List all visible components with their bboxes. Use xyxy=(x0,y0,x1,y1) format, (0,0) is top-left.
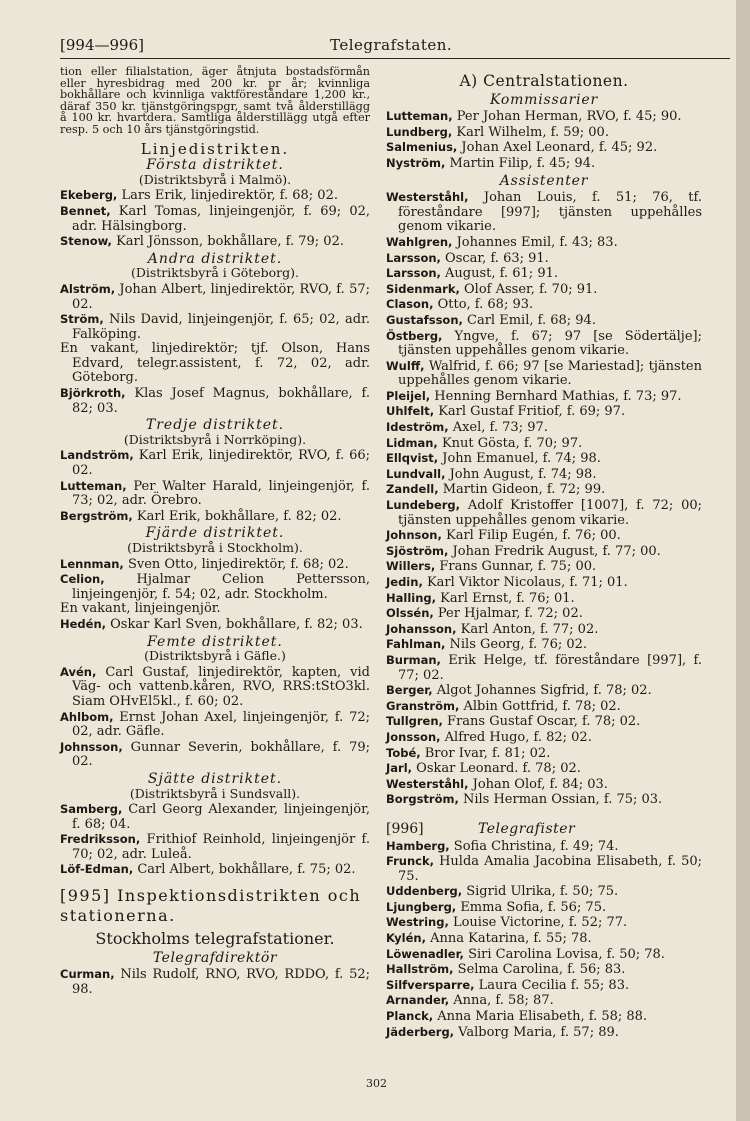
person-name: Alström, xyxy=(60,281,116,296)
person-details: Frans Gunnar, f. 75; 00. xyxy=(435,559,597,575)
person-name: Borgström, xyxy=(386,792,459,807)
person-details: Klas Josef Magnus, bokhållare, f. 82; 03. xyxy=(72,386,370,416)
telegrafister-list xyxy=(386,839,702,1041)
person-entry xyxy=(386,528,702,544)
district-title: Fjärde distriktet. xyxy=(145,525,285,542)
person-name: Jarl, xyxy=(386,761,413,776)
person-entry xyxy=(60,557,370,573)
person-entry xyxy=(386,420,702,436)
person-entry xyxy=(386,266,702,282)
person-entry xyxy=(60,188,370,204)
person-entry xyxy=(386,559,702,575)
inspektionsdistrikten-heading: [995] Inspektionsdistrikten och stationerna. xyxy=(60,886,362,926)
person-entry xyxy=(386,156,702,172)
person-details: Emma Sofia, f. 56; 75. xyxy=(456,899,607,915)
district-2-list xyxy=(60,282,370,416)
person-name: Ellqvist, xyxy=(386,451,439,466)
person-entry xyxy=(386,606,702,622)
person-name: Löwenadler, xyxy=(386,946,464,961)
person-details: Nils Rudolf, RNO, RVO, RDDO, f. 52; 98. xyxy=(72,967,370,997)
person-details: Per Hjalmar, f. 72; 02. xyxy=(433,606,583,622)
person-name: Westerståhl, xyxy=(386,776,469,791)
person-details: Algot Johannes Sigfrid, f. 78; 02. xyxy=(432,683,652,699)
person-details: Karl Erik, linjedirektör, RVO, f. 66; 02. xyxy=(72,448,370,479)
person-name: Planck, xyxy=(386,1009,434,1024)
person-details: Nils David, linjeingenjör, f. 65; 02, adr. Falköping. xyxy=(72,312,370,342)
person-details: Carl Albert, bokhållare, f. 75; 02. xyxy=(133,862,356,878)
intro-paragraph: tion eller filialstation, äger åtnjuta bostadsförmån eller hyresbidrag med 200 kr. pr år; kvinnliga bokhållare och kvinnliga vaktföreståndare 1,200 kr., däraf 350 kr. tjänstgöringspgr, samt två ålderstillägg å 100 kr. hvartdera. Samtliga ålderstillägg utgå efter resp. 5 och 10 års tjänstgöringstid. xyxy=(60,65,370,136)
person-details: Selma Carolina, f. 56; 83. xyxy=(453,962,626,978)
person-entry xyxy=(386,109,702,125)
person-name: Curman, xyxy=(60,967,115,982)
person-name: Larsson, xyxy=(386,250,441,265)
person-details: Karl Viktor Nicolaus, f. 71; 01. xyxy=(422,575,628,590)
person-details: Nils Georg, f. 76; 02. xyxy=(445,637,588,653)
person-name: Ahlbom, xyxy=(60,709,114,724)
person-details: Laura Cecilia f. 55; 83. xyxy=(474,977,630,993)
person-entry xyxy=(60,602,370,617)
district-4-list xyxy=(60,557,370,633)
person-entry xyxy=(386,915,702,931)
person-name: Johansson, xyxy=(386,621,457,636)
person-name: Olssén, xyxy=(386,606,434,621)
person-name: Ström, xyxy=(60,312,104,327)
person-entry xyxy=(386,699,702,715)
person-entry xyxy=(386,498,702,528)
person-details: Oskar Karl Sven, bokhållare, f. 82; 03. xyxy=(106,616,363,632)
person-entry xyxy=(60,832,370,862)
person-details: Nils Herman Ossian, f. 75; 03. xyxy=(458,792,663,808)
person-details: Johan Axel Leonard, f. 45; 92. xyxy=(457,140,658,156)
person-name: Östberg, xyxy=(386,328,443,343)
person-name: Hallström, xyxy=(386,962,454,977)
person-details: Otto, f. 68; 93. xyxy=(433,297,534,313)
person-name: Johnson, xyxy=(386,528,442,543)
person-entry xyxy=(386,714,702,730)
person-entry xyxy=(386,900,702,916)
person-details: Karl Anton, f. 77; 02. xyxy=(456,621,599,637)
person-name: Granström, xyxy=(386,698,460,713)
person-entry xyxy=(60,862,370,878)
person-details: En vakant, linjeingenjör. xyxy=(60,601,221,617)
person-entry xyxy=(60,802,370,832)
person-name: Lutteman, xyxy=(60,478,127,493)
person-name: Willers, xyxy=(386,559,436,574)
person-entry xyxy=(386,931,702,947)
district-3-list xyxy=(60,448,370,524)
running-title: Telegrafstaten. xyxy=(330,36,453,54)
person-entry xyxy=(386,404,702,420)
district-title: Andra distriktet. xyxy=(147,250,283,267)
person-entry xyxy=(60,479,370,509)
person-entry xyxy=(386,1009,702,1025)
person-entry xyxy=(386,544,702,560)
person-details: Anna, f. 58; 87. xyxy=(449,993,554,1009)
page-edge xyxy=(736,0,750,1121)
person-details: Carl Emil, f. 68; 94. xyxy=(462,312,596,328)
person-entry xyxy=(386,251,702,267)
person-details: Hjalmar Celion Pettersson, linjeingenjör, f. 54; 02, adr. Stockholm. xyxy=(72,572,370,602)
person-name: Wulff, xyxy=(386,358,425,373)
person-entry xyxy=(60,740,370,770)
person-entry xyxy=(386,839,702,855)
person-entry xyxy=(386,653,702,683)
page-header xyxy=(60,30,730,56)
direktor-heading: Telegrafdirektör xyxy=(152,949,278,966)
person-entry xyxy=(60,386,370,416)
person-entry xyxy=(386,854,702,884)
person-details: Johan Louis, f. 51; 76, tf. föreståndare [997]; tjänsten uppehålles genom vikarie. xyxy=(398,190,702,235)
kommissarier-heading: Kommissarier xyxy=(489,91,598,108)
header-rule xyxy=(60,58,730,59)
person-name: Lundvall, xyxy=(386,466,446,481)
linjedistrikten-heading: Linjedistrikten. xyxy=(140,139,290,158)
person-name: Nyström, xyxy=(386,155,446,170)
person-entry xyxy=(386,140,702,156)
person-details: Yngve, f. 67; 97 [se Södertälje]; tjänsten uppehålles genom vikarie. xyxy=(398,328,702,359)
person-name: Löf-Edman, xyxy=(60,862,134,877)
person-entry xyxy=(60,204,370,234)
person-name: Jedin, xyxy=(386,575,423,589)
person-name: Fahlman, xyxy=(386,637,446,652)
left-column xyxy=(60,66,370,997)
person-entry xyxy=(386,1025,702,1041)
person-name: Hamberg, xyxy=(386,838,450,853)
person-entry xyxy=(386,297,702,313)
person-name: Bergström, xyxy=(60,508,133,523)
person-entry xyxy=(386,777,702,793)
person-name: Fredriksson, xyxy=(60,832,141,847)
person-details: Karl Gustaf Fritiof, f. 69; 97. xyxy=(434,404,626,420)
person-name: Landström, xyxy=(60,448,134,463)
person-name: Larsson, xyxy=(386,266,441,281)
person-entry xyxy=(386,235,702,251)
person-details: Bror Ivar, f. 81; 02. xyxy=(420,745,551,761)
person-name: Clason, xyxy=(386,297,434,312)
person-details: Valborg Maria, f. 57; 89. xyxy=(454,1024,619,1040)
person-name: Zandell, xyxy=(386,482,439,497)
person-details: Martin Filip, f. 45; 94. xyxy=(445,155,596,171)
person-entry xyxy=(386,978,702,994)
person-entry xyxy=(386,683,702,699)
person-name: Samberg, xyxy=(60,802,123,817)
person-entry xyxy=(386,389,702,405)
person-details: Sven Otto, linjedirektör, f. 68; 02. xyxy=(123,556,349,572)
person-details: Walfrid, f. 66; 97 [se Mariestad]; tjänsten uppehålles genom vikarie. xyxy=(398,358,702,389)
district-office: (Distriktsbyrå i Malmö). xyxy=(138,171,292,187)
person-name: Hedén, xyxy=(60,616,107,631)
person-details: Per Walter Harald, linjeingenjör, f. 73; 02, adr. Örebro. xyxy=(72,478,370,509)
person-name: Stenow, xyxy=(60,234,112,249)
person-entry xyxy=(60,665,370,710)
person-details: Carl Gustaf, linjedirektör, kapten, vid Väg- och vattenb.kåren, RVO, RRS:tStO3kl. Siam OHvEl5kl., f. 60; 02. xyxy=(72,664,370,709)
person-name: Gustafsson, xyxy=(386,312,463,327)
district-title: Sjätte distriktet. xyxy=(147,770,283,787)
person-name: Silfversparre, xyxy=(386,977,475,992)
person-name: Lennman, xyxy=(60,556,124,571)
person-details: John August, f. 74; 98. xyxy=(445,466,597,482)
district-6-list xyxy=(60,802,370,878)
person-details: Karl Filip Eugén, f. 76; 00. xyxy=(441,528,621,544)
person-details: Siri Carolina Lovisa, f. 50; 78. xyxy=(463,946,665,962)
person-name: Burman, xyxy=(386,652,441,667)
person-entry xyxy=(386,467,702,483)
person-name: Kylén, xyxy=(386,931,426,946)
district-title: Femte distriktet. xyxy=(147,633,283,650)
person-name: Salmenius, xyxy=(386,140,458,155)
person-entry xyxy=(386,622,702,638)
person-name: Lidman, xyxy=(386,435,438,450)
person-entry xyxy=(386,947,702,963)
person-name: Ideström, xyxy=(386,420,449,435)
person-name: Jonsson, xyxy=(386,729,441,744)
district-title: Första distriktet. xyxy=(146,157,284,174)
district-5-list xyxy=(60,665,370,770)
person-entry xyxy=(386,637,702,653)
person-name: Uddenberg, xyxy=(386,884,463,899)
person-entry xyxy=(60,448,370,478)
person-details: Henning Bernhard Mathias, f. 73; 97. xyxy=(430,388,682,404)
person-details: Frithiof Reinhold, linjeingenjör f. 70; 02, adr. Luleå. xyxy=(72,832,370,862)
person-name: Sidenmark, xyxy=(386,281,460,296)
person-details: Johannes Emil, f. 43; 83. xyxy=(452,234,618,250)
person-entry xyxy=(386,482,702,498)
person-details: Oskar Leonard. f. 78; 02. xyxy=(412,761,581,777)
person-name: Tobé, xyxy=(386,745,421,760)
person-name: Lundberg, xyxy=(386,124,453,139)
kommissarier-list xyxy=(386,109,702,171)
person-name: Johnsson, xyxy=(60,739,123,754)
person-entry xyxy=(386,792,702,808)
district-office: (Distriktsbyrå i Norrköping). xyxy=(123,431,307,447)
person-details: Lars Erik, linjedirektör, f. 68; 02. xyxy=(117,188,338,204)
person-details: Per Johan Herman, RVO, f. 45; 90. xyxy=(452,109,682,125)
person-details: Anna Maria Elisabeth, f. 58; 88. xyxy=(433,1009,648,1025)
telegrafister-heading: Telegrafister xyxy=(478,820,576,837)
person-entry xyxy=(386,993,702,1009)
person-details: Knut Gösta, f. 70; 97. xyxy=(437,435,583,451)
person-entry xyxy=(60,234,370,250)
person-details: Johan Fredrik August, f. 77; 00. xyxy=(448,543,661,559)
person-details: Albin Gottfrid, f. 78; 02. xyxy=(459,698,621,714)
telegrafister-heading-row xyxy=(386,822,702,837)
person-name: Bennet, xyxy=(60,203,111,218)
assistenter-heading: Assistenter xyxy=(499,172,589,189)
person-name: Wahlgren, xyxy=(386,234,453,249)
person-entry xyxy=(386,884,702,900)
person-entry xyxy=(386,190,702,235)
person-name: Lutteman, xyxy=(386,109,453,124)
district-office: (Distriktsbyrå i Sundsvall). xyxy=(129,785,301,801)
district-title: Tredje distriktet. xyxy=(145,417,285,434)
person-name: Frunck, xyxy=(386,854,434,869)
person-name: Avén, xyxy=(60,664,97,679)
person-details: John Emanuel, f. 74; 98. xyxy=(438,451,601,467)
person-entry xyxy=(60,342,370,386)
person-details: August, f. 61; 91. xyxy=(440,266,558,282)
person-entry xyxy=(60,312,370,342)
person-name: Ekeberg, xyxy=(60,188,118,203)
person-details: Erik Helge, tf. föreståndare [997], f. 77; 02. xyxy=(398,652,702,683)
person-entry xyxy=(386,451,702,467)
person-name: Tullgren, xyxy=(386,714,443,729)
person-name: Lundeberg, xyxy=(386,498,461,513)
person-name: Ljungberg, xyxy=(386,899,457,914)
person-entry xyxy=(60,967,370,997)
person-entry xyxy=(386,282,702,298)
person-entry xyxy=(386,761,702,777)
person-details: Hulda Amalia Jacobina Elisabeth, f. 50; 75. xyxy=(398,854,702,884)
direktor-list xyxy=(60,967,370,997)
person-entry xyxy=(386,125,702,141)
person-entry xyxy=(60,710,370,740)
district-office: (Distriktsbyrå i Gäfle.) xyxy=(144,648,286,664)
person-name: Björkroth, xyxy=(60,386,126,401)
district-office: (Distriktsbyrå i Göteborg). xyxy=(130,265,300,281)
page-number: 302 xyxy=(366,1077,387,1090)
person-name: Pleijel, xyxy=(386,388,431,403)
person-entry xyxy=(60,572,370,602)
person-details: Adolf Kristoffer [1007], f. 72; 00; tjänsten uppehålles genom vikarie. xyxy=(398,498,702,528)
person-name: Arnander, xyxy=(386,993,450,1008)
person-entry xyxy=(386,746,702,762)
person-details: Axel, f. 73; 97. xyxy=(448,420,548,436)
person-details: Louise Victorine, f. 52; 77. xyxy=(448,915,628,931)
person-name: Uhlfelt, xyxy=(386,404,435,419)
person-name: Celion, xyxy=(60,572,105,587)
person-details: Carl Georg Alexander, linjeingenjör, f. 68; 04. xyxy=(72,802,370,832)
assistenter-list xyxy=(386,190,702,808)
person-name: Sjöström, xyxy=(386,543,449,558)
person-name: Westring, xyxy=(386,915,449,930)
page-range: [994—996] xyxy=(60,36,144,54)
person-details: Johan Albert, linjedirektör, RVO, f. 57; 02. xyxy=(72,281,370,312)
stockholm-heading: Stockholms telegrafstationer. xyxy=(95,929,335,949)
person-details: Sigrid Ulrika, f. 50; 75. xyxy=(462,884,619,900)
person-entry xyxy=(386,575,702,591)
person-entry xyxy=(60,509,370,525)
person-details: Sofia Christina, f. 49; 74. xyxy=(449,838,619,854)
person-entry xyxy=(386,436,702,452)
person-name: Berger, xyxy=(386,683,433,698)
person-details: Karl Wilhelm, f. 59; 00. xyxy=(452,124,609,140)
district-1-list xyxy=(60,188,370,249)
person-details: Karl Ernst, f. 76; 01. xyxy=(436,590,575,606)
person-entry xyxy=(386,359,702,389)
person-details: Gunnar Severin, bokhållare, f. 79; 02. xyxy=(72,739,370,770)
person-details: Oscar, f. 63; 91. xyxy=(440,250,549,266)
person-details: Karl Tomas, linjeingenjör, f. 69; 02, adr. Hälsingborg. xyxy=(72,203,370,234)
person-details: Frans Gustaf Oscar, f. 78; 02. xyxy=(442,714,641,730)
right-column xyxy=(386,66,702,1040)
person-details: Anna Katarina, f. 55; 78. xyxy=(425,931,592,947)
section-tag: [996] xyxy=(386,820,424,837)
person-name: Westerståhl, xyxy=(386,190,469,205)
person-details: Martin Gideon, f. 72; 99. xyxy=(438,482,606,498)
person-entry xyxy=(386,962,702,978)
person-entry xyxy=(386,730,702,746)
district-office: (Distriktsbyrå i Stockholm). xyxy=(127,540,303,555)
person-details: Karl Erik, bokhållare, f. 82; 02. xyxy=(132,508,342,524)
person-details: Ernst Johan Axel, linjeingenjör, f. 72; 02, adr. Gäfle. xyxy=(72,709,370,740)
person-entry xyxy=(386,329,702,359)
person-details: Johan Olof, f. 84; 03. xyxy=(468,776,608,792)
person-name: Jäderberg, xyxy=(386,1024,455,1039)
person-entry xyxy=(60,617,370,633)
centralstationen-heading: A) Centralstationen. xyxy=(459,72,629,90)
person-details: Alfred Hugo, f. 82; 02. xyxy=(440,729,592,745)
person-details: Olof Asser, f. 70; 91. xyxy=(459,281,598,297)
person-entry xyxy=(386,591,702,607)
person-details: Karl Jönsson, bokhållare, f. 79; 02. xyxy=(111,234,344,250)
person-name: Halling, xyxy=(386,590,436,605)
person-entry xyxy=(386,313,702,329)
person-entry xyxy=(60,282,370,312)
person-details: En vakant, linjedirektör; tjf. Olson, Hans Edvard, telegr.assistent, f. 72, 02, adr. Göteborg. xyxy=(60,341,370,386)
